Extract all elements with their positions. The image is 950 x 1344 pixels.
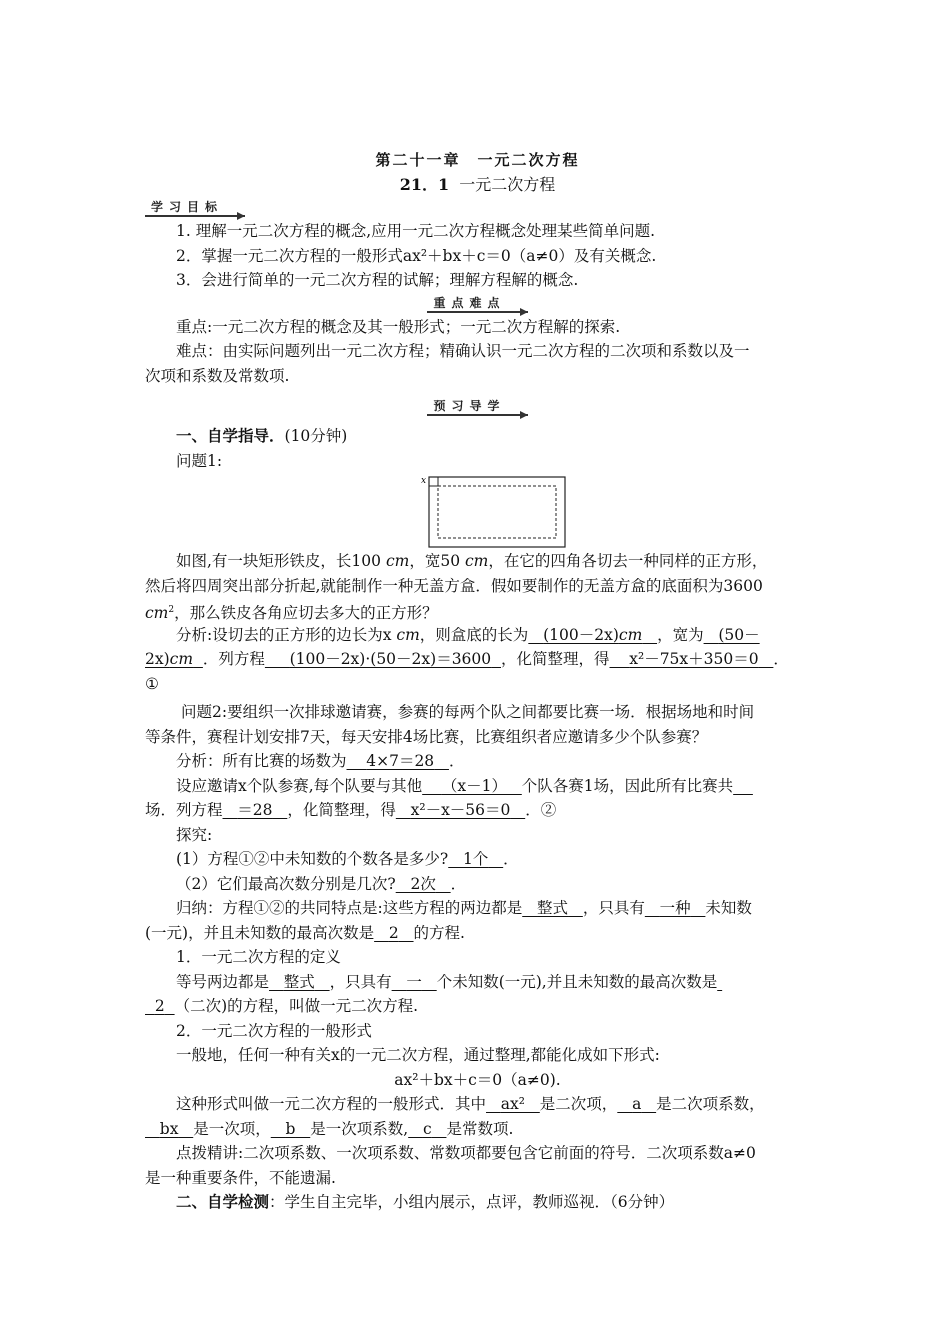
difficulty-line: 难点：由实际问题列出一元二次方程；精确认识一元二次方程的二次项和系数以及一 [176, 342, 750, 360]
answer-width: (50－ [718, 625, 760, 644]
rectangle-figure [145, 473, 810, 549]
answer-games: 4×7＝28 [366, 752, 435, 770]
terms-text: 这种形式叫做一元二次方程的一般形式．其中 ax² 是二次项， a 是二次项系数， [176, 1095, 765, 1113]
section-number: 21．1 [399, 174, 450, 194]
tip-text: 是一种重要条件，不能遗漏. [145, 1168, 336, 1187]
summary: (一元)，并且未知数的最高次数是 2 的方程. [145, 923, 465, 942]
problem2-text: 等条件，赛程计划安排7天，每天安排4场比赛，比赛组织者应邀请多少个队参赛？ [145, 727, 708, 746]
analysis1: 分析:设切去的正方形的边长为x cm，则盒底的长为 (100－2x)cm ，宽为 (50－ [176, 625, 760, 644]
definition-text: 2 （二次)的方程，叫做一元二次方程. [145, 994, 810, 1019]
objectives-banner: 学习目标 [145, 198, 245, 216]
equation-mark-2: ② [540, 801, 557, 819]
answer-integral: 整式 [537, 899, 569, 917]
problem2-text: 问题2:要组织一次排球邀请赛，参赛的每两个队之间都要比赛一场．根据场地和时间 [181, 703, 755, 721]
general-form-text: 一般地，任何一种有关x的一元二次方程，通过整理,都能化成如下形式: [176, 1046, 660, 1064]
objectives-banner-row [145, 197, 810, 219]
tip-text: 点拨精讲:二次项系数、一次项系数、常数项都要包含它前面的符号．二次项系数a≠0 [176, 1144, 756, 1162]
definition-one: 一 [406, 972, 422, 991]
section-title [145, 173, 810, 198]
guide-heading: 一、自学指导． [176, 426, 285, 445]
answer-b: b [285, 1119, 296, 1138]
answer-others: （x－1） [441, 776, 507, 795]
problem1-label: 问题1: [176, 451, 223, 470]
definition-integral: 整式 [283, 972, 315, 991]
definition-two: 2 [154, 997, 165, 1015]
figure-x-label: x [421, 476, 427, 486]
problem1-text: 如图,有一块矩形铁皮，长100 cm，宽50 cm，在它的四角各切去一种同样的正方形， [176, 552, 768, 570]
answer-equation2-simplified: x²－x－56＝0 [410, 801, 511, 819]
chapter-title: 第二十一章 一元二次方程 [375, 151, 580, 169]
check-line [145, 1190, 810, 1215]
answer-equation2: ＝28 [237, 801, 273, 819]
general-form-heading: 2．一元二次方程的一般形式 [176, 1021, 372, 1040]
difficulty-line: 次项和系数及常数项. [145, 366, 290, 385]
analysis2: 分析：所有比赛的场数为 4×7＝28 ． [176, 752, 465, 770]
check-heading: 二、自学检测 [176, 1192, 270, 1211]
answer-c: c [422, 1119, 432, 1138]
objective-item: 1. 理解一元二次方程的概念,应用一元二次方程概念处理某些简单问题. [176, 222, 656, 240]
answer-equation1: (100－2x)·(50－2x)＝3600 [289, 650, 492, 668]
terms-text: bx 是一次项， b 是一次项系数, c 是常数项. [145, 1117, 810, 1142]
answer-q2: 2次 [410, 874, 436, 893]
guide-time: (10分钟) [284, 427, 348, 445]
key-point: 重点:一元二次方程的概念及其一般形式；一元二次方程解的探索. [176, 317, 621, 336]
answer-one: 一种 [659, 899, 691, 917]
explore-label: 探究: [176, 825, 213, 844]
objective-item: 3．会进行简单的一元二次方程的试解；理解方程解的概念. [176, 271, 579, 289]
answer-two: 2 [388, 923, 399, 942]
problem1-text: $cm^2$，那么铁皮各角应切去多大的正方形？ [145, 604, 438, 622]
document-page [145, 148, 810, 1215]
answer-bx: bx [159, 1119, 179, 1138]
answer-a: a [632, 1095, 642, 1113]
problem1-text: 然后将四周突出部分折起,就能制作一种无盖方盒．假如要制作的无盖方盒的底面积为3600 [145, 576, 763, 595]
setup2: 设应邀请x个队参赛,每个队要与其他 （x－1） 个队各赛1场，因此所有比赛共 [176, 776, 734, 795]
guide-heading-line [145, 424, 810, 449]
setup2: 场．列方程 ＝28 ，化简整理，得 x²－x－56＝0 ．② [145, 801, 557, 819]
answer-width: 2x)cm [145, 650, 194, 668]
preview-banner: 预习导学 [427, 397, 527, 415]
general-form-equation: ax²＋bx＋c＝0（a≠0). [394, 1070, 561, 1089]
definition-text: 等号两边都是 整式 ，只具有 一 个未知数(一元),并且未知数的最高次数是 [176, 972, 718, 991]
check-text: ：学生自主完毕，小组内展示，点评，教师巡视．（6分钟） [269, 1193, 675, 1211]
answer-q1: 1个 [463, 850, 489, 868]
summary: 归纳：方程①②的共同特点是:这些方程的两边都是 整式 ，只具有 一种 未知数 [176, 899, 752, 917]
preview-banner-row [145, 396, 810, 418]
keypoints-banner-row [145, 293, 810, 315]
equation-mark-1: ① [145, 674, 159, 693]
explore-question-1: (1）方程①②中未知数的个数各是多少? 1个 ． [176, 850, 519, 868]
answer-ax2: ax² [500, 1095, 525, 1113]
keypoints-banner: 重点难点 [427, 294, 527, 312]
answer-length: (100－2x)cm [543, 625, 643, 644]
section-name: 一元二次方程 [459, 174, 556, 194]
sheet-diagram [145, 473, 810, 549]
analysis1: 2x)cm ．列方程 (100－2x)·(50－2x)＝3600 ，化简整理，得 x²－75x＋350＝0 ． [145, 650, 789, 668]
definition-heading: 1．一元二次方程的定义 [176, 948, 341, 966]
answer-equation1-simplified: x²－75x＋350＝0 [629, 650, 759, 668]
objective-item: 2．掌握一元二次方程的一般形式ax²＋bx＋c＝0（a≠0）及有关概念. [176, 246, 657, 265]
explore-question-2: （2）它们最高次数分别是几次? 2次 ． [176, 874, 467, 893]
